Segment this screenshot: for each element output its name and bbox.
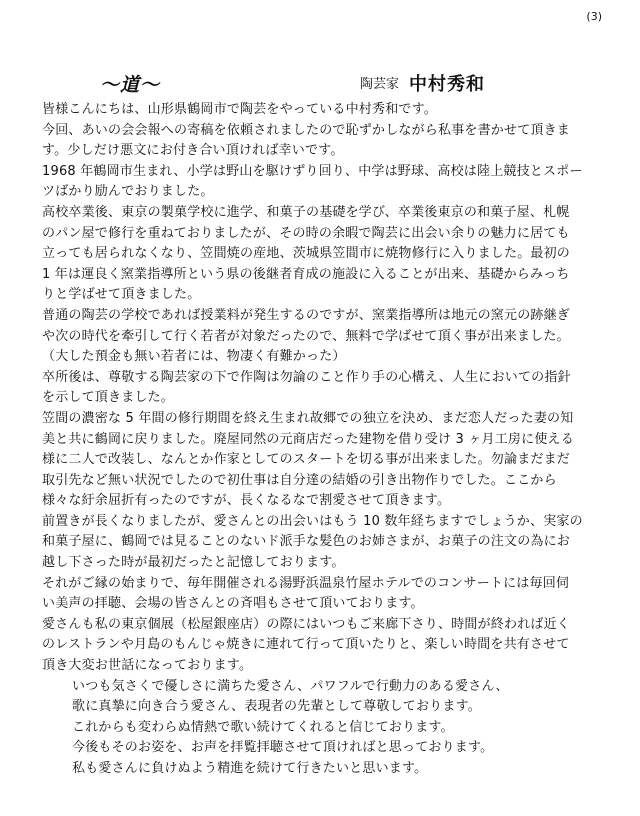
closing-line: 歌に真摯に向き合う愛さん、表現者の先輩として尊敬しております。 [72, 699, 481, 715]
paragraph [42, 121, 610, 162]
paragraph [42, 409, 610, 512]
text-line: 立っても居られなくなり、笠間焼の産地、茨城県笠間市に焼物修行に入りました。最初の [42, 246, 571, 262]
text-line: 1 年は運良く窯業指導所という県の後継者育成の施設に入ることが出来、基礎からみっち [42, 266, 570, 282]
page-number: (3) [586, 10, 602, 23]
text-line: （大した預金も無い若者には、物凄く有難かった） [42, 349, 346, 365]
text-line: 1968 年鶴岡市生まれ、小学は野山を駆けずり回り、中学は野球、高校は陸上競技とスポー [42, 163, 583, 179]
author-role: 陶芸家 [360, 77, 400, 92]
text-line: 和菓子屋に、鶴岡では見ることのないド派手な髪色のお姉さまが、お菓子の注文の為にお [42, 534, 571, 550]
text-line: のレストランや月島のもんじゃ焼きに連れて行って頂いたりと、楽しい時間を共有させて [42, 637, 570, 653]
paragraph [42, 512, 610, 574]
title-row [0, 70, 640, 96]
text-line: 皆様こんにちは、山形県鶴岡市で陶芸をやっている中村秀和です。 [42, 102, 437, 117]
text-line: 前置きが長くなりましたが、愛さんとの出会いはもう 10 数年経ちますでしょうか、実家の [42, 513, 583, 529]
closing-line: 今後もそのお姿を、お声を拝覧拝聴させて頂ければと思っております。 [72, 740, 494, 756]
text-line: のパン屋で修行を重ねておりましたが、その時の余暇で陶芸に出会い余りの魅力に居ても [42, 225, 570, 241]
paragraph [42, 162, 610, 203]
text-line: 高校卒業後、東京の製菓学校に進学、和菓子の基礎を学び、卒業後東京の和菓子屋、札幌 [42, 204, 570, 220]
text-line: それがご縁の始まりで、毎年開催される湯野浜温泉竹屋ホテルでのコンサートには毎回伺 [42, 575, 570, 591]
text-line: 越し下さった時が最初だったと記憶しております。 [42, 555, 345, 571]
text-line: 普通の陶芸の学校であれば授業料が発生するのですが、窯業指導所は地元の窯元の跡継ぎ [42, 307, 571, 323]
closing-line: いつも気さくで優しさに満ちた愛さん、パワフルで行動力のある愛さん、 [72, 678, 509, 694]
essay-title: ～道～ [100, 74, 161, 96]
text-line: 取引先など無い状況でしたので初仕事は自分達の結婚の引き出物作りでした。ここから [42, 472, 557, 488]
paragraph [42, 615, 610, 677]
text-line: い美声の拝聴、会場の皆さんとの斉唱もさせて頂いております。 [42, 596, 424, 612]
text-line: 笠間の濃密な 5 年間の修行期間を終え生まれ故郷での独立を決め、まだ恋人だった妻の知 [42, 410, 574, 426]
text-line: りと学ばせて頂きました。 [42, 287, 201, 303]
text-line: を示して頂きました。 [42, 390, 175, 406]
text-line: 様に二人で改装し、なんとか作家としてのスタートを切る事が出来ました。勿論まだまだ [42, 452, 571, 468]
essay-body [42, 100, 610, 780]
paragraph [42, 203, 610, 306]
author-name: 中村秀和 [409, 74, 486, 95]
text-line: す。少しだけ悪文にお付き合い頂ければ幸いです。 [42, 143, 344, 159]
closing-paragraph [42, 677, 610, 780]
text-line: 今回、あいの会会報への寄稿を依頼されましたので恥ずかしながら私事を書かせて頂きま [42, 122, 571, 138]
text-line: ツばかり励んでおりました。 [42, 184, 214, 200]
paragraph [42, 574, 610, 615]
text-line: 愛さんも私の東京個展（松屋銀座店）の際にはいつもご来廊下さり、時間が終われば近く [42, 616, 571, 632]
paragraph [42, 306, 610, 368]
closing-line: これからも変わらぬ情熱で歌い続けてくれると信じております。 [72, 719, 454, 735]
paragraph [42, 368, 610, 409]
text-line: 頂き大変お世話になっております。 [42, 658, 253, 674]
text-line: 美と共に鶴岡に戻りました。廃屋同然の元商店だった建物を借り受け 3 ヶ月工房に使える [42, 431, 574, 447]
text-line: 様々な紆余屈折有ったのですが、長くなるなで割愛させて頂きます。 [42, 493, 451, 509]
closing-line: 私も愛さんに負けぬよう精進を続けて行きたいと思います。 [72, 761, 428, 776]
text-line: 卒所後は、尊敬する陶芸家の下で作陶は勿論のこと作り手の心構え、人生においての指針 [42, 369, 571, 385]
paragraph [42, 100, 610, 121]
text-line: や次の時代を牽引して行く若者が対象だったので、無料で学ばせて頂く事が出来ました。 [42, 328, 570, 344]
author-byline [360, 70, 485, 96]
